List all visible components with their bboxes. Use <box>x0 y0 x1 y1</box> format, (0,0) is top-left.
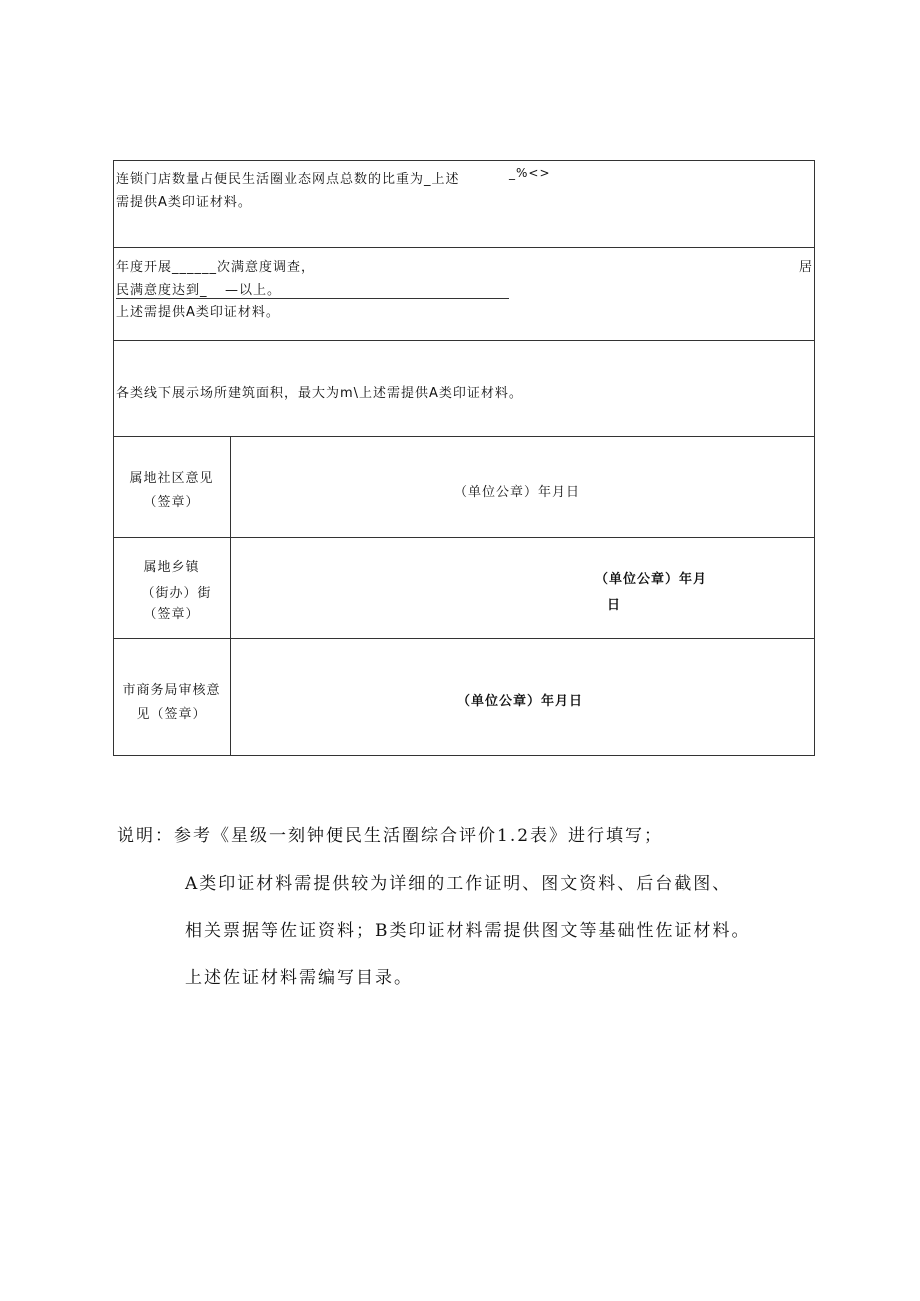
township-seal: （单位公章）年月 <box>595 572 708 587</box>
row-divider <box>113 436 815 437</box>
table-border-left <box>113 160 114 756</box>
row-divider <box>113 638 815 639</box>
store-ratio-suffix: _%<> <box>509 166 551 180</box>
survey-text-wrap: 居 <box>799 260 814 275</box>
satisfaction-note: 上述需提供A类印证材料。 <box>116 305 280 320</box>
evaluation-table <box>113 160 815 756</box>
community-label: 属地社区意见 <box>129 471 214 486</box>
township-seal-day: 日 <box>607 598 622 613</box>
commerce-label-seal: 见（签章） <box>136 707 207 722</box>
community-seal: （单位公章）年月日 <box>454 485 581 500</box>
township-label-office: （街办）街 <box>141 586 212 601</box>
column-divider <box>230 436 231 756</box>
community-label-seal: （签章） <box>143 495 200 510</box>
note-title: 说明：参考《星级一刻钟便民生活圈综合评价1.2表》进行填写； <box>117 826 664 846</box>
row-divider <box>113 247 815 248</box>
fill-in-underline <box>116 298 509 299</box>
row-divider <box>113 340 815 341</box>
satisfaction-text: 民满意度达到_ <box>116 283 208 298</box>
display-area-text: 各类线下展示场所建筑面积，最大为m\上述需提供A类印证材料。 <box>116 386 523 401</box>
row-divider <box>113 537 815 538</box>
table-border-bottom <box>113 755 815 756</box>
table-border-top <box>113 160 815 161</box>
commerce-label: 市商务局审核意 <box>122 683 221 698</box>
township-label: 属地乡镇 <box>143 560 200 575</box>
commerce-seal: （单位公章）年月日 <box>457 694 584 709</box>
note-type-a: A类印证材料需提供较为详细的工作证明、图文资料、后台截图、 <box>185 874 732 894</box>
satisfaction-suffix: —以上。 <box>225 283 282 298</box>
store-ratio-note: 需提供A类印证材料。 <box>116 195 252 210</box>
survey-text: 年度开展______次满意度调查， <box>116 260 316 275</box>
note-directory: 上述佐证材料需编写目录。 <box>185 968 413 988</box>
township-label-seal: （签章） <box>143 607 200 622</box>
table-border-right <box>814 160 815 756</box>
note-type-b: 相关票据等佐证资料；B类印证材料需提供图文等基础性佐证材料。 <box>185 921 751 941</box>
store-ratio-text: 连锁门店数量占便民生活圈业态网点总数的比重为_上述 <box>116 172 460 187</box>
